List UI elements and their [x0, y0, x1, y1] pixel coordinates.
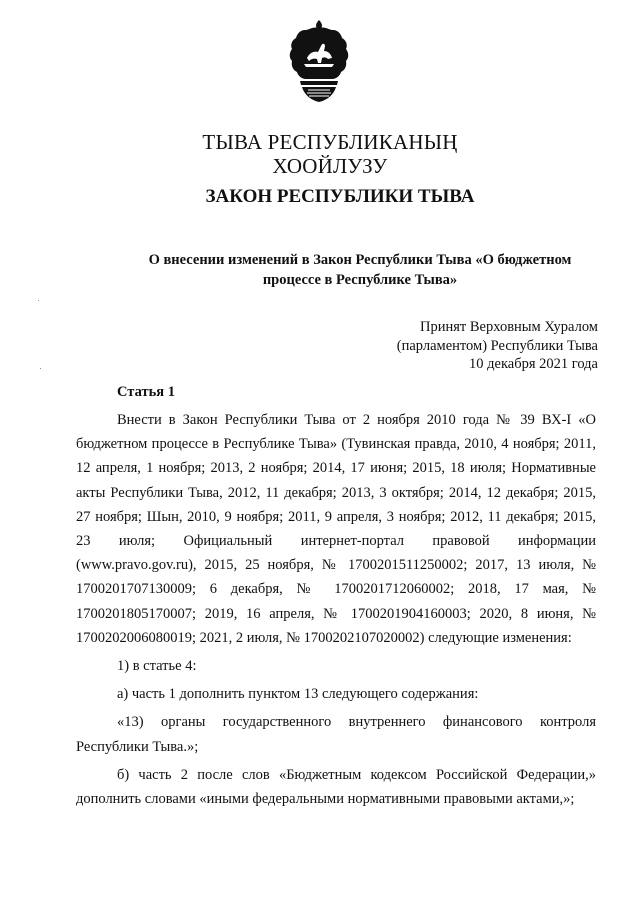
article-intro-paragraph: Внести в Закон Республики Тыва от 2 ноября 2010 года № 39 ВХ-I «О бюджетном процессе в Республике Тыва» (Тувинская правда, 2010, 4 ноября; 2011, 12 апреля, 1 ноября; 2013, 2 ноября; 2014, 17 июня; 2015, 18 июля; Нормативные акты Республики Тыва, 2012, 11 декабря; 2013, 3 октября; 2014, 12 декабря; 2015, 27 ноября; Шын, 2010, 9 ноября; 2011, 9 апреля, 3 ноября; 2012, 11 декабря; 2015, 23 июля; Официальный интернет-портал правовой информации (www.pravo.gov.ru), 2015, 25 ноября, № 1700201511250002; 2017, 13 июля, № 1700201707130009; 6 декабря, № 1700201712060002; 2018, 17 мая, № 1700201805170007; 2019, 16 апреля, № 1700201904160003; 2020, 8 июня, № 1700202006080019; 2021, 2 июля, № 1700202107020002) следующие изменения:	[76, 412, 596, 646]
law-subject: О внесении изменений в Закон Республики Тыва «О бюджетном процессе в Республике Тыва»	[148, 252, 572, 288]
coat-of-arms-emblem-icon	[288, 18, 350, 104]
scan-speck	[40, 368, 41, 369]
republic-name-heading	[0, 130, 640, 178]
law-title: ЗАКОН РЕСПУБЛИКИ ТЫВА	[205, 186, 475, 207]
republic-name-line1: ТЫВА РЕСПУБЛИКАНЫҢ	[202, 130, 458, 154]
item-1: 1) в статье 4:	[117, 658, 197, 675]
scan-speck	[38, 300, 39, 301]
adoption-date: 10 декабря 2021 года	[469, 356, 598, 372]
item-1b: б) часть 2 после слов «Бюджетным кодексом Российской Федерации,» дополнить словами «иными федеральными нормативными правовыми актами,»;	[76, 766, 596, 808]
item-1a-quote: «13) органы государственного внутреннего финансового контроля Республики Тыва.»;	[76, 714, 596, 755]
republic-name-line2: ХООЙЛУЗУ	[272, 154, 388, 178]
adoption-line2: (парламентом) Республики Тыва	[396, 337, 598, 354]
adoption-line1: Принят Верховным Хуралом	[420, 319, 598, 335]
item-1a: а) часть 1 дополнить пунктом 13 следующего содержания:	[117, 686, 479, 703]
article-heading: Статья 1	[117, 384, 175, 400]
adoption-block	[397, 318, 598, 374]
article-body	[76, 408, 596, 811]
